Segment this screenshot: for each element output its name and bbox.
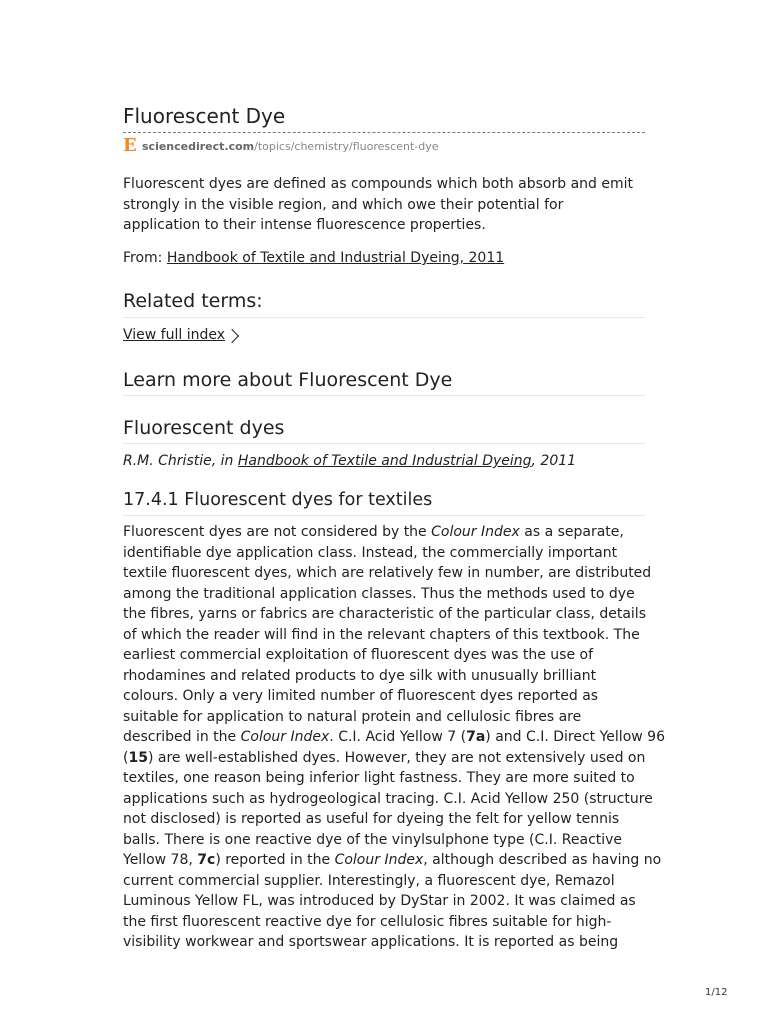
from-label: From:: [123, 250, 167, 266]
attribution-suffix: , 2011: [531, 453, 577, 469]
paragraph-line: textile fluorescent dyes, which are relatively few in number, are distributed: [123, 565, 652, 581]
source-path[interactable]: /topics/chemistry/fluorescent-dye: [254, 139, 439, 153]
compound-ref-7a: 7a: [466, 729, 486, 745]
paragraph-line: not disclosed) is reported as useful for dyeing the felt for yellow tennis: [123, 811, 620, 827]
paragraph-line: textiles, one reason being inferior light fastness. They are more suited to: [123, 770, 635, 786]
section-divider: [123, 395, 645, 396]
compound-ref-15: 15: [128, 749, 148, 766]
paragraph-line: Fluorescent dyes are not considered by the Colour Index as a separate,: [123, 524, 624, 540]
definition-text: Fluorescent dyes are defined as compounds which both absorb and emit strongly in the visible region, and which owe their potential for application to their intense fluorescence properties.: [123, 176, 634, 233]
view-full-index-label[interactable]: View full index: [123, 327, 226, 343]
paragraph-line: (15) are well-established dyes. However, they are not extensively used on: [123, 749, 646, 766]
paragraph-line: rhodamines and related products to dye silk with unusually brilliant: [123, 667, 597, 684]
attribution-handbook-link[interactable]: Handbook of Textile and Industrial Dyeing: [237, 453, 532, 469]
colour-index-term: Colour Index: [334, 852, 424, 868]
paragraph-line: the first fluorescent reactive dye for cellulosic fibres suitable for high-: [123, 913, 612, 930]
paragraph-line: balls. There is one reactive dye of the vinylsulphone type (C.I. Reactive: [123, 831, 623, 848]
page-number: 1/12: [705, 987, 728, 998]
colour-index-term: Colour Index: [431, 524, 520, 540]
page-title: Fluorescent Dye: [123, 104, 286, 128]
paragraph-line: current commercial supplier. Interestingly, a fluorescent dye, Remazol: [123, 872, 615, 889]
related-terms-heading: Related terms:: [123, 290, 263, 312]
paragraph-line: described in the Colour Index. C.I. Acid Yellow 7 (7a) and C.I. Direct Yellow 96: [123, 729, 665, 745]
learn-more-heading: Learn more about Fluorescent Dye: [123, 369, 453, 391]
paragraph-line: Yellow 78, 7c) reported in the Colour Index, although described as having no: [123, 852, 662, 868]
attribution-prefix: R.M. Christie, in: [123, 453, 238, 469]
chapter-paragraph: [123, 522, 665, 953]
section-divider: [123, 515, 645, 516]
paragraph-line: among the traditional application classes. Thus the methods used to dye: [123, 585, 635, 602]
subsection-heading: 17.4.1 Fluorescent dyes for textiles: [123, 490, 433, 510]
chapter-attribution: [123, 451, 645, 471]
view-full-index-link[interactable]: [123, 325, 237, 345]
chapter-heading: Fluorescent dyes: [123, 417, 285, 439]
section-divider: [123, 443, 645, 444]
elsevier-logo-icon: E: [123, 135, 137, 156]
compound-ref-7c: 7c: [197, 852, 216, 868]
section-divider: [123, 317, 645, 318]
chevron-right-icon[interactable]: [225, 328, 239, 342]
title-divider: [123, 132, 645, 133]
source-domain[interactable]: sciencedirect.com: [142, 139, 255, 153]
paragraph-line: visibility workwear and sportswear applications. It is reported as being: [123, 934, 619, 950]
paragraph-line: the fibres, yarns or fabrics are characteristic of the particular class, details: [123, 606, 646, 622]
paragraph-line: suitable for application to natural protein and cellulosic fibres are: [123, 708, 582, 725]
handbook-link[interactable]: Handbook of Textile and Industrial Dyeing, 2011: [166, 250, 505, 266]
from-line: [123, 248, 645, 269]
source-line: [123, 137, 439, 155]
colour-index-term: Colour Index: [240, 729, 330, 745]
paragraph-line: Luminous Yellow FL, was introduced by DyStar in 2002. It was claimed as: [123, 893, 636, 909]
paragraph-line: of which the reader will find in the relevant chapters of this textbook. The: [123, 626, 640, 643]
paragraph-line: colours. Only a very limited number of fluorescent dyes reported as: [123, 688, 599, 704]
paragraph-line: earliest commercial exploitation of fluorescent dyes was the use of: [123, 647, 594, 663]
paragraph-line: identifiable dye application class. Instead, the commercially important: [123, 544, 618, 561]
paragraph-line: applications such as hydrogeological tracing. C.I. Acid Yellow 250 (structure: [123, 790, 653, 807]
